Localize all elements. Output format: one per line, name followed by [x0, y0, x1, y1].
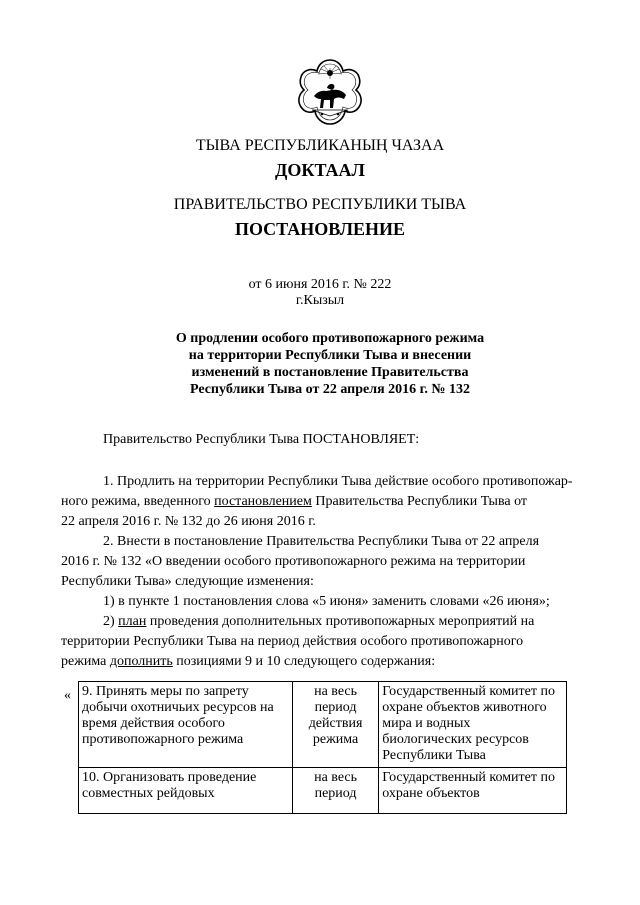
paragraph-1-text-a: ного режима, введенного [61, 494, 215, 509]
table-cell-responsible: Государственный комитет по охране объектов [379, 768, 567, 814]
paragraph-1-text-b: Правительства Республики Тыва от [311, 494, 528, 509]
table-open-quote: « [64, 688, 71, 703]
table-cell-period: на весь период действия режима [292, 682, 378, 768]
table-cell-period: на весь период [292, 768, 378, 814]
table-row [79, 682, 567, 768]
subject-line-1: О продлении особого противопожарного режима [175, 331, 485, 346]
paragraph-2-line-2: 2016 г. № 132 «О введении особого противопожарного режима на территории [61, 554, 526, 569]
table-cell-action: 10. Организовать проведение совместных рейдовых [79, 768, 293, 814]
header-republic-line: ТЫВА РЕСПУБЛИКАНЫҢ ЧАЗАА [195, 137, 445, 154]
header-doktaal: ДОКТААЛ [275, 160, 365, 180]
subject-line-3: изменений в постановление Правительства [191, 365, 469, 380]
paragraph-4-text-a: 2) [103, 614, 119, 629]
paragraph-1-line-2 [61, 494, 527, 510]
paragraph-1-line-3: 22 апреля 2016 г. № 132 до 26 июня 2016 г. [61, 514, 316, 529]
paragraph-4-line-1 [103, 614, 534, 630]
header-government-line: ПРАВИТЕЛЬСТВО РЕСПУБЛИКИ ТЫВА [173, 196, 467, 213]
preamble: Правительство Республики Тыва ПОСТАНОВЛЯЕТ: [103, 432, 420, 447]
paragraph-4-text-b: проведения дополнительных противопожарных мероприятий на [146, 614, 535, 629]
table-cell-action: 9. Принять меры по запрету добычи охотничьих ресурсов на время действия особого противопожарного режима [79, 682, 293, 768]
paragraph-2-line-3: Республики Тыва» следующие изменения: [61, 574, 314, 589]
paragraph-3-line-1: 1) в пункте 1 постановления слова «5 июня» заменить словами «26 июня»; [103, 594, 550, 609]
subject-line-2: на территории Республики Тыва и внесении [188, 348, 472, 363]
table-row [79, 768, 567, 814]
paragraph-4-line-3 [61, 654, 435, 670]
postanovleniem-link[interactable]: постановлением [214, 494, 312, 509]
subject-line-4: Республики Тыва от 22 апреля 2016 г. № 132 [189, 382, 471, 397]
coat-of-arms-emblem [288, 52, 372, 136]
document-type-title: ПОСТАНОВЛЕНИЕ [234, 219, 406, 239]
dopolnit-link[interactable]: дополнить [109, 654, 173, 669]
paragraph-4-text-d: позициями 9 и 10 следующего содержания: [172, 654, 436, 669]
plan-link[interactable]: план [118, 614, 147, 629]
document-city: г.Кызыл [295, 293, 345, 308]
paragraph-4-line-2: территории Республики Тыва на период действия особого противопожарного [61, 634, 524, 649]
paragraph-1-line-1: 1. Продлить на территории Республики Тыва действие особого противопожар- [103, 474, 573, 489]
document-date-number: от 6 июня 2016 г. № 222 [248, 277, 392, 292]
positions-table [78, 681, 567, 814]
paragraph-4-text-c: режима [61, 654, 110, 669]
paragraph-2-line-1: 2. Внести в постановление Правительства Республики Тыва от 22 апреля [103, 534, 540, 549]
table-cell-responsible: Государственный комитет по охране объектов животного мира и водных биологических ресурсов Республики Тыва [379, 682, 567, 768]
